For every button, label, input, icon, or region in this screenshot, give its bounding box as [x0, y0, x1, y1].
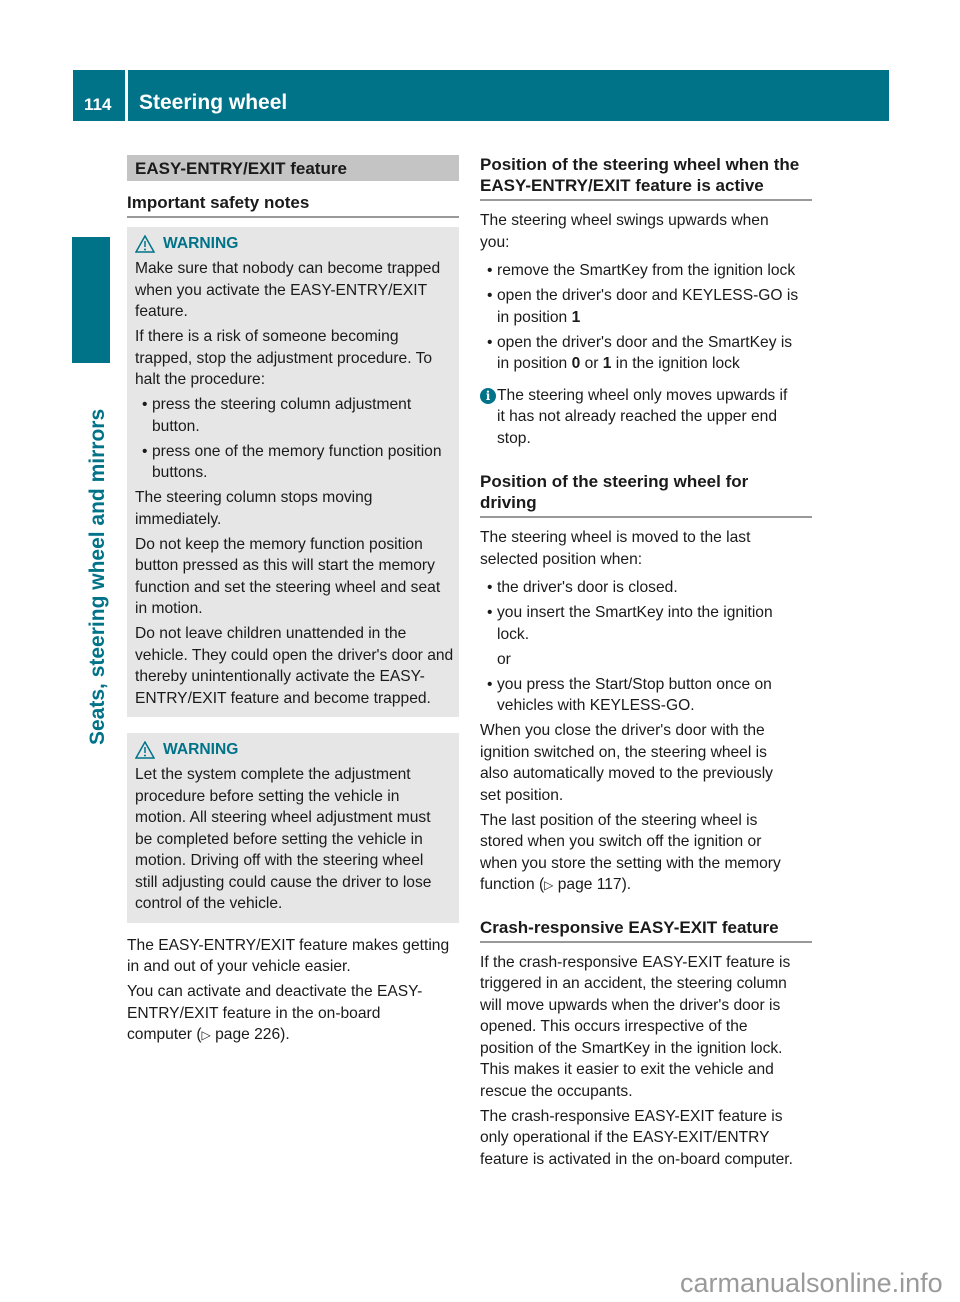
- body-text: The steering wheel swings upwards when you:: [480, 212, 769, 251]
- body-text: [480, 810, 812, 897]
- warning-box-2: [127, 733, 459, 923]
- bullet-item: • press the steering column adjustment button.: [135, 394, 451, 437]
- text: You can activate and deactivate the EASY- ENTRY/EXIT feature in the on-board computer (: [127, 983, 423, 1043]
- body-text: The steering wheel is moved to the last selected position when:: [480, 529, 751, 568]
- warning-text: Do not keep the memory function position button pressed as this will start the memory function and set the steering wheel and seat in motion.: [135, 535, 441, 617]
- warning-label: WARNING: [163, 235, 239, 252]
- or-text: or: [497, 650, 511, 668]
- body-text: If the crash-responsive EASY-EXIT feature is triggered in an accident, the steering column will move upwards when the driver's door is opened. This occurs irrespective of the position of the SmartKey in the ignition lock. This makes it easier to exit the vehicle and rescue the occupants.: [480, 953, 791, 1100]
- bullet-item: [480, 285, 812, 328]
- text: or: [580, 355, 603, 372]
- watermark: carmanualsonline.info: [680, 1268, 943, 1298]
- info-icon: i: [480, 388, 496, 404]
- chapter-tab-marker: [72, 237, 110, 363]
- warning-text: If there is a risk of someone becoming trapped, stop the adjustment procedure. To halt the procedure:: [135, 328, 433, 388]
- left-column: [127, 155, 459, 1047]
- body-text: [127, 981, 459, 1047]
- bullet-item: • you press the Start/Stop button once on vehicles with KEYLESS-GO.: [480, 674, 812, 717]
- page-reference-link[interactable]: page 117).: [553, 876, 632, 893]
- subheading-safety-notes: Important safety notes: [127, 192, 459, 218]
- warning-box-1: [127, 227, 459, 717]
- bullet-item: • the driver's door is closed.: [480, 577, 812, 599]
- bullet-item: • remove the SmartKey from the ignition lock: [480, 260, 812, 282]
- warning-title: [135, 739, 451, 761]
- bullet-item: • you insert the SmartKey into the ignition lock.: [480, 602, 812, 645]
- page-reference-arrow-icon: ▷: [201, 1028, 211, 1042]
- chapter-label: Seats, steering wheel and mirrors: [86, 408, 109, 745]
- text: open the driver's door and the SmartKey is in position: [497, 333, 793, 372]
- page-reference-arrow-icon: ▷: [544, 878, 554, 892]
- position-value: 1: [571, 308, 581, 326]
- info-note: [480, 385, 812, 450]
- section-title: EASY-ENTRY/EXIT feature: [127, 155, 459, 181]
- warning-text: Do not leave children unattended in the vehicle. They could open the driver's door and thereby unintentionally activate the EASY- ENTRY/EXIT feature and become trapped.: [135, 625, 454, 707]
- heading-easy-entry-position: Position of the steering wheel when the EASY-ENTRY/EXIT feature is active: [480, 154, 812, 201]
- heading-driving-position: Position of the steering wheel for driving: [480, 471, 812, 518]
- text: The last position of the steering wheel is stored when you switch off the ignition or when you store the setting with the memory function (: [480, 811, 781, 893]
- heading-crash-responsive: Crash-responsive EASY-EXIT feature: [480, 917, 812, 943]
- text: in the ignition lock: [611, 355, 740, 372]
- warning-triangle-icon: [135, 235, 155, 253]
- bullet-item: [480, 332, 812, 375]
- page-title: Steering wheel: [128, 70, 889, 121]
- info-text: The steering wheel only moves upwards if it has not already reached the upper end stop.: [497, 386, 788, 447]
- page-reference-link[interactable]: page 226).: [210, 1026, 290, 1043]
- right-column: [480, 154, 812, 1170]
- warning-label: WARNING: [163, 741, 239, 758]
- bullet-item: • press one of the memory function position buttons.: [135, 441, 451, 484]
- warning-text: The steering column stops moving immediately.: [135, 489, 373, 528]
- position-value: 0: [571, 355, 581, 372]
- text: open the driver's door and KEYLESS-GO is in position: [497, 287, 799, 326]
- warning-text: Let the system complete the adjustment procedure before setting the vehicle in motion. All steering wheel adjustment must be completed before setting the vehicle in motion. Driving off with the steering wheel still adjusting could cause the driver to lose control of the vehicle.: [135, 766, 432, 912]
- warning-text: Make sure that nobody can become trapped when you activate the EASY-ENTRY/EXIT feature.: [135, 260, 441, 320]
- position-value: 1: [602, 355, 612, 372]
- body-text: The EASY-ENTRY/EXIT feature makes getting in and out of your vehicle easier.: [127, 936, 450, 975]
- warning-triangle-icon: [135, 741, 155, 759]
- body-text: The crash-responsive EASY-EXIT feature is only operational if the EASY-EXIT/ENTRY feature is activated in the on-board computer.: [480, 1107, 793, 1168]
- page-number: 114: [73, 70, 125, 121]
- warning-title: [135, 233, 451, 255]
- body-text: When you close the driver's door with the ignition switched on, the steering wheel is also automatically moved to the previously set position.: [480, 722, 773, 804]
